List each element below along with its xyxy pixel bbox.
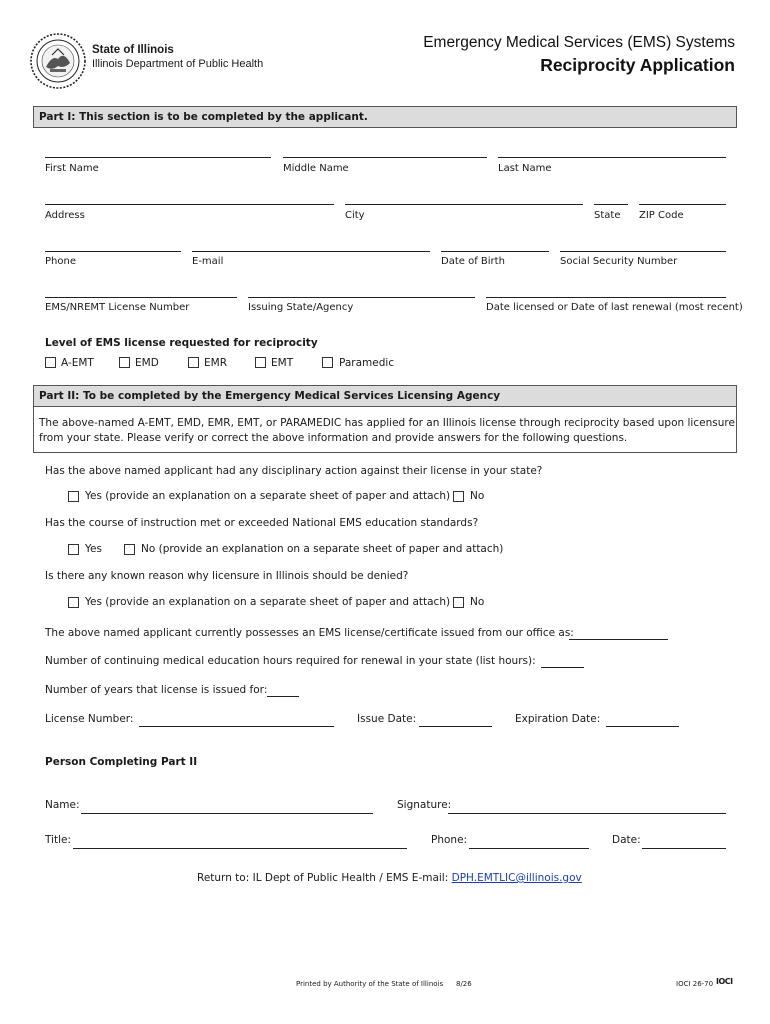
zip-code-field[interactable] — [639, 204, 726, 205]
title-label: Title: — [45, 834, 72, 846]
part2-intro-line1: The above-named A-EMT, EMD, EMR, EMT, or PARAMEDIC has applied for an Illinois license through reciprocity based upon licensure — [39, 417, 735, 429]
q1-yes-label: Yes (provide an explanation on a separate sheet of paper and attach) — [85, 490, 451, 502]
possesses-license-label: The above named applicant currently possesses an EMS license/certificate issued from our office as: — [45, 627, 574, 639]
expiration-date-field[interactable] — [606, 726, 679, 727]
state-seal-logo — [30, 33, 86, 89]
date-field[interactable] — [642, 848, 726, 849]
part1-heading-bar — [33, 106, 737, 128]
checkbox-paramedic[interactable] — [322, 357, 333, 368]
years-issued-label: Number of years that license is issued for: — [45, 684, 268, 696]
part2-intro-box — [33, 406, 737, 453]
level-label-paramedic: Paramedic — [339, 357, 395, 369]
level-label-emr: EMR — [204, 357, 227, 369]
issuing-state-label: Issuing State/Agency — [248, 302, 354, 313]
middle-name-label: Middle Name — [283, 163, 349, 174]
address-field[interactable] — [45, 204, 334, 205]
name-label: Name: — [45, 799, 80, 811]
printed-by-text: Printed by Authority of the State of Illinois — [296, 980, 444, 988]
date-label: Date: — [612, 834, 641, 846]
ioci-logo: IOCI — [716, 977, 733, 986]
city-field[interactable] — [345, 204, 583, 205]
license-number-part2-label: License Number: — [45, 713, 134, 725]
ssn-label: Social Security Number — [560, 256, 678, 267]
signature-label: Signature: — [397, 799, 452, 811]
level-label-emd: EMD — [135, 357, 159, 369]
state-name: State of Illinois — [92, 44, 174, 56]
state-label: State — [594, 210, 621, 221]
state-field[interactable] — [594, 204, 628, 205]
expiration-date-label: Expiration Date: — [515, 713, 601, 725]
checkbox-emd[interactable] — [119, 357, 130, 368]
return-to-text: Return to: IL Dept of Public Health / EMS E-mail: — [197, 872, 452, 884]
email-label: E-mail — [192, 256, 224, 267]
date-licensed-label: Date licensed or Date of last renewal (most recent) — [486, 302, 743, 313]
email-field[interactable] — [192, 251, 430, 252]
title-field[interactable] — [73, 848, 407, 849]
ce-hours-label: Number of continuing medical education hours required for renewal in your state (list hours): — [45, 655, 536, 667]
department-name: Illinois Department of Public Health — [92, 58, 264, 70]
name-field[interactable] — [81, 813, 373, 814]
ssn-field[interactable] — [560, 251, 726, 252]
print-date-code: 8/26 — [456, 980, 472, 988]
q2-yes-label: Yes — [85, 543, 102, 555]
question-licensure-denied: Is there any known reason why licensure in Illinois should be denied? — [45, 570, 409, 582]
part1-heading: Part I: This section is to be completed by the applicant. — [39, 111, 368, 123]
checkbox-q1-no[interactable] — [453, 491, 464, 502]
issuing-state-field[interactable] — [248, 297, 475, 298]
checkbox-q3-yes[interactable] — [68, 597, 79, 608]
q3-no-label: No — [470, 596, 485, 608]
form-program-title: Emergency Medical Services (EMS) Systems — [423, 34, 735, 51]
phone-part2-label: Phone: — [431, 834, 468, 846]
date-of-birth-label: Date of Birth — [441, 256, 505, 267]
q3-yes-label: Yes (provide an explanation on a separate sheet of paper and attach) — [85, 596, 451, 608]
checkbox-q3-no[interactable] — [453, 597, 464, 608]
question-education-standards: Has the course of instruction met or exceeded National EMS education standards? — [45, 517, 479, 529]
ce-hours-field[interactable] — [541, 667, 584, 668]
license-number-label: EMS/NREMT License Number — [45, 302, 190, 313]
last-name-label: Last Name — [498, 163, 552, 174]
first-name-label: First Name — [45, 163, 99, 174]
license-number-field[interactable] — [45, 297, 237, 298]
years-issued-field[interactable] — [267, 696, 299, 697]
possesses-license-field[interactable] — [569, 639, 668, 640]
checkbox-q2-yes[interactable] — [68, 544, 79, 555]
part2-intro-line2: from your state. Please verify or correct the above information and provide answers for the following questions. — [39, 432, 628, 444]
issue-date-label: Issue Date: — [357, 713, 417, 725]
phone-label: Phone — [45, 256, 76, 267]
city-label: City — [345, 210, 365, 221]
first-name-field[interactable] — [45, 157, 271, 158]
phone-field[interactable] — [45, 251, 181, 252]
phone-part2-field[interactable] — [469, 848, 589, 849]
form-code: IOCI 26-70 — [676, 980, 714, 988]
address-label: Address — [45, 210, 85, 221]
return-email-link[interactable]: DPH.EMTLIC@illinois.gov — [451, 872, 582, 884]
license-number-part2-field[interactable] — [139, 726, 334, 727]
level-heading: Level of EMS license requested for reciprocity — [45, 337, 318, 349]
middle-name-field[interactable] — [283, 157, 487, 158]
checkbox-a-emt[interactable] — [45, 357, 56, 368]
level-label-a-emt: A-EMT — [61, 357, 94, 369]
return-to-line — [197, 872, 582, 885]
person-completing-heading: Person Completing Part II — [45, 756, 198, 768]
date-of-birth-field[interactable] — [441, 251, 549, 252]
checkbox-emr[interactable] — [188, 357, 199, 368]
question-disciplinary: Has the above named applicant had any disciplinary action against their license in your state? — [45, 465, 543, 477]
signature-field[interactable] — [448, 813, 726, 814]
checkbox-q2-no[interactable] — [124, 544, 135, 555]
level-label-emt: EMT — [271, 357, 294, 369]
q1-no-label: No — [470, 490, 485, 502]
part2-heading-bar — [33, 385, 737, 407]
issue-date-field[interactable] — [419, 726, 492, 727]
date-licensed-field[interactable] — [486, 297, 726, 298]
q2-no-label: No (provide an explanation on a separate sheet of paper and attach) — [141, 543, 504, 555]
form-title: Reciprocity Application — [540, 55, 735, 75]
part2-heading: Part II: To be completed by the Emergency Medical Services Licensing Agency — [39, 390, 501, 402]
last-name-field[interactable] — [498, 157, 726, 158]
checkbox-emt[interactable] — [255, 357, 266, 368]
zip-code-label: ZIP Code — [639, 210, 684, 221]
checkbox-q1-yes[interactable] — [68, 491, 79, 502]
